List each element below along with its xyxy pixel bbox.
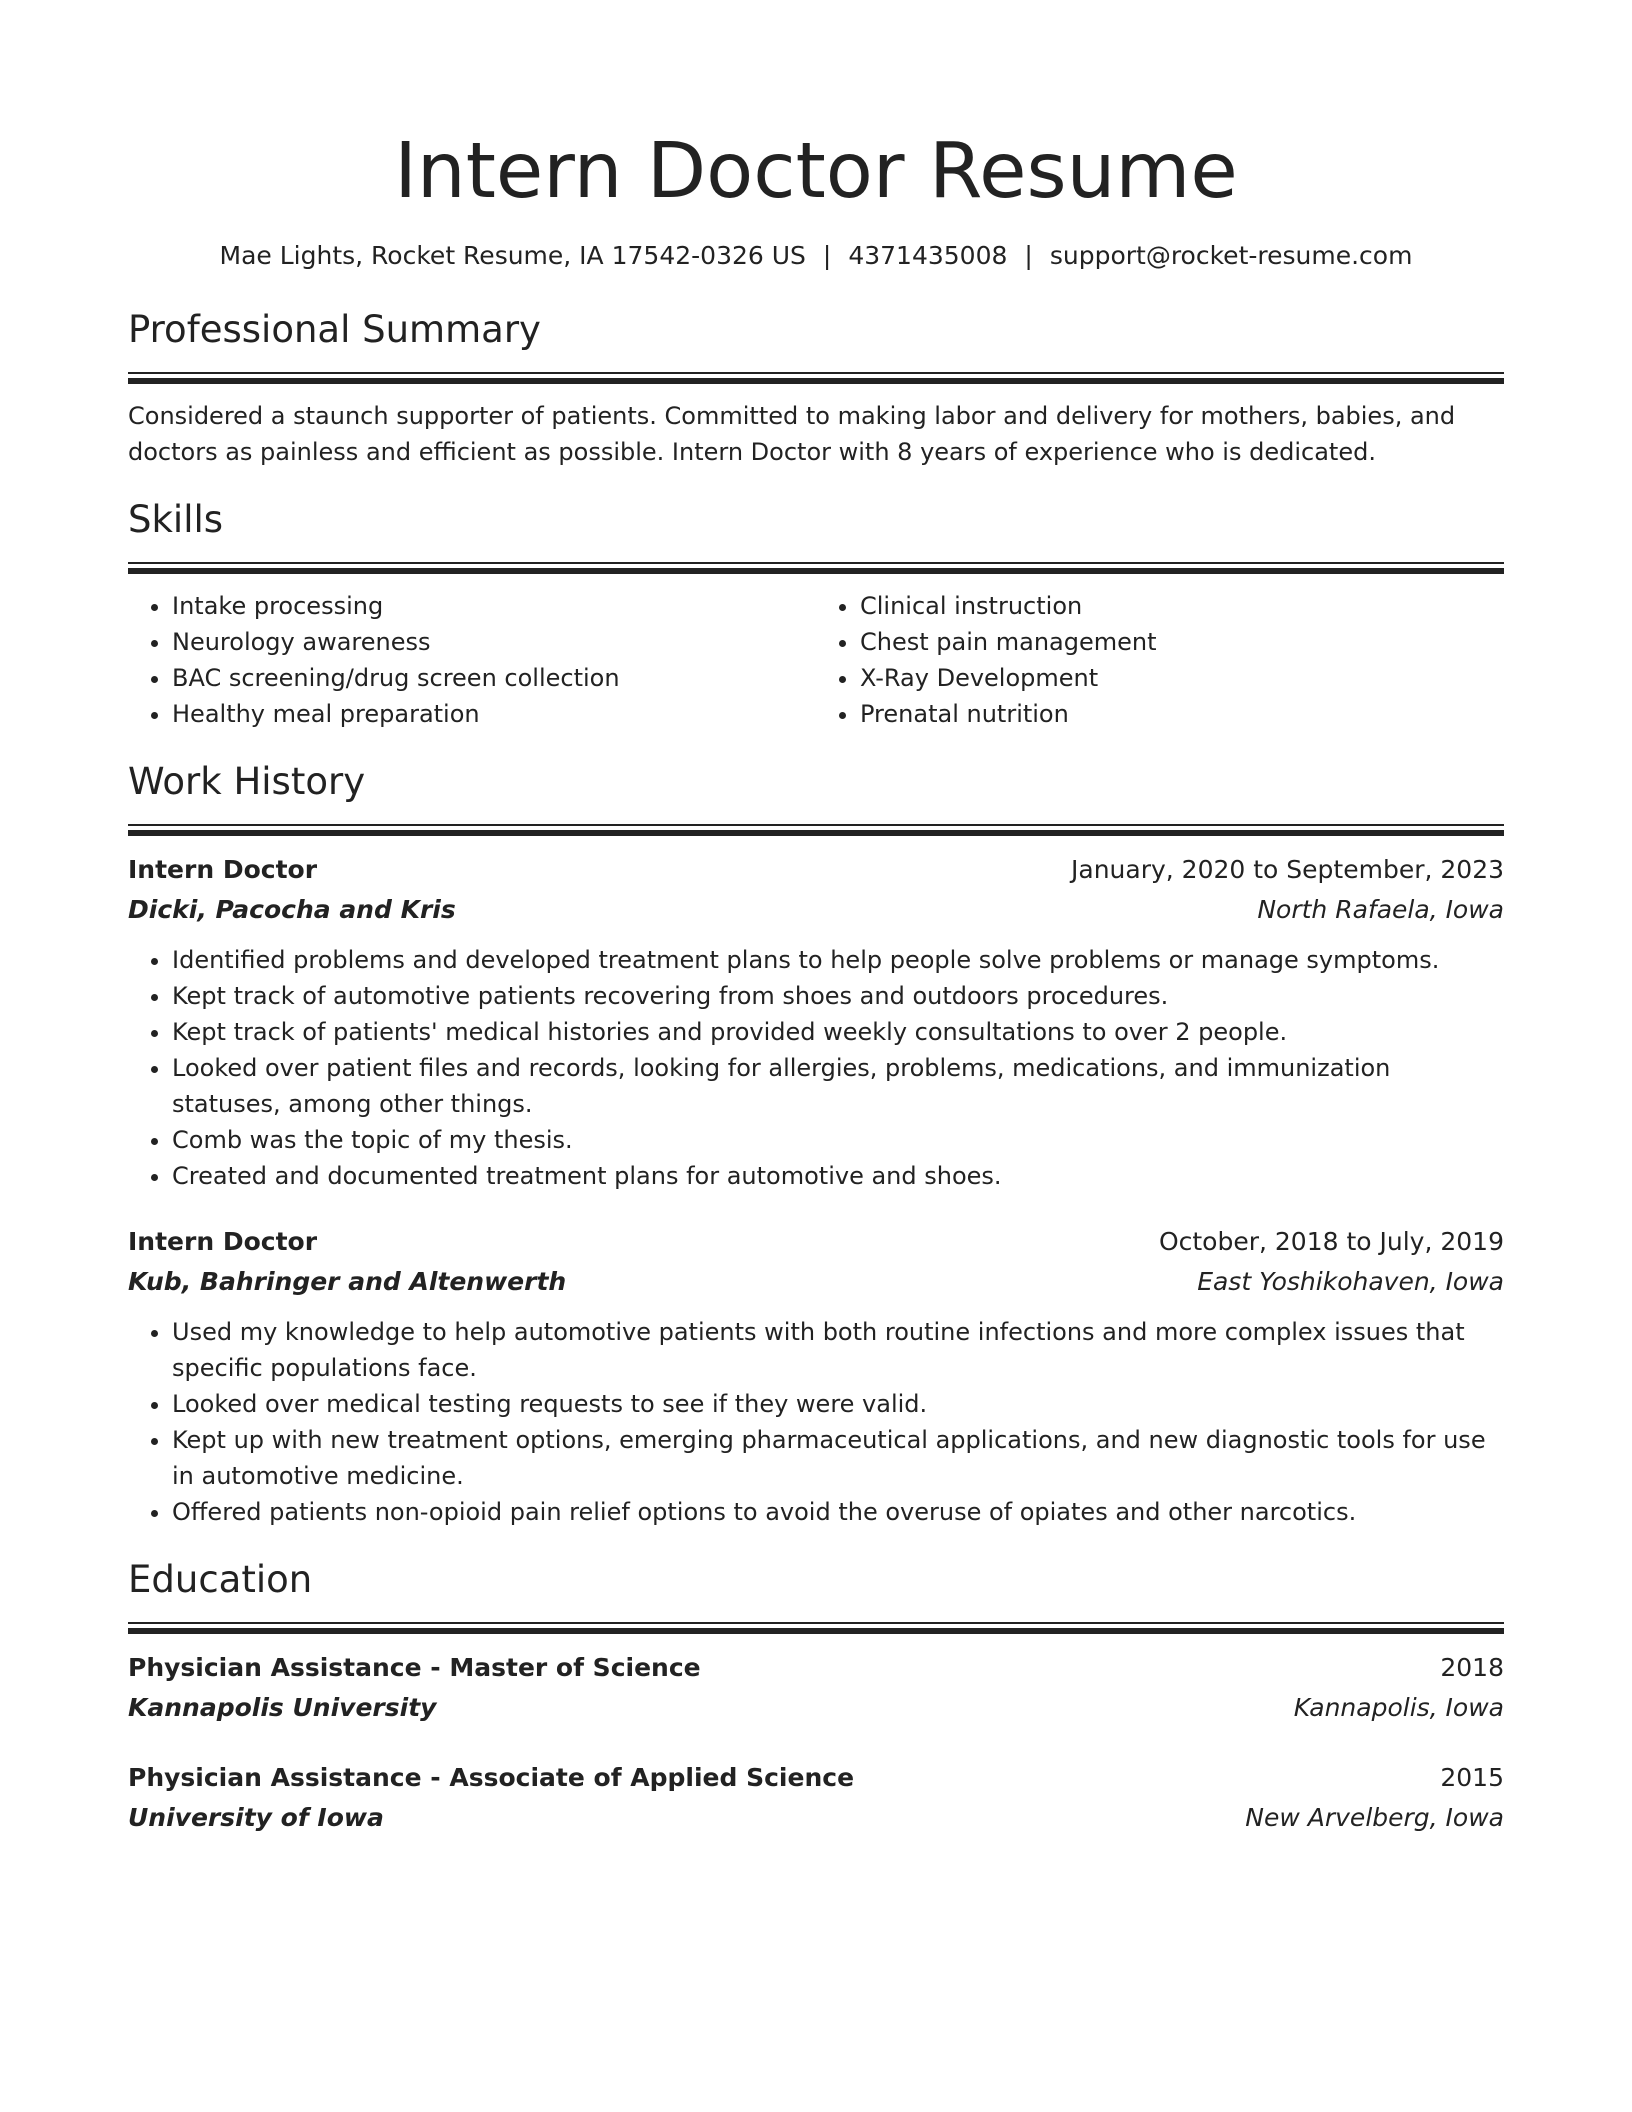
education-section	[128, 1557, 1504, 1838]
resume-page	[128, 0, 1504, 1838]
skill-item: • Chest pain management	[860, 624, 1504, 660]
job-dates: October, 2018 to July, 2019	[1158, 1227, 1504, 1256]
job-bullet: • Offered patients non-opioid pain relief options to avoid the overuse of opiates and other narcotics.	[172, 1494, 1504, 1530]
education-degree: Physician Assistance - Master of Science	[128, 1653, 701, 1682]
skill-item: • Intake processing	[172, 588, 816, 624]
job-header-row	[128, 850, 1504, 890]
skills-list-left	[128, 588, 816, 732]
section-divider	[128, 562, 1504, 574]
resume-title: Intern Doctor Resume	[394, 127, 1238, 216]
job-bullet: • Identified problems and developed treatment plans to help people solve problems or manage symptoms.	[172, 942, 1504, 978]
skills-heading: Skills	[128, 498, 224, 541]
skill-item: • Healthy meal preparation	[172, 696, 816, 732]
summary-text: Considered a staunch supporter of patients. Committed to making labor and delivery for mothers, babies, and doctors as painless and efficient as possible. Intern Doctor with 8 years of experience who is dedicated.	[128, 402, 1456, 466]
contact-email: support@rocket-resume.com	[1049, 241, 1413, 270]
education-year: 2015	[1440, 1763, 1504, 1792]
skills-grid	[128, 588, 1504, 732]
job-location: East Yoshikohaven, Iowa	[1197, 1267, 1504, 1296]
job-subheader-row	[128, 1262, 1504, 1302]
education-entry	[128, 1648, 1504, 1728]
education-location: Kannapolis, Iowa	[1293, 1693, 1504, 1722]
job-location: North Rafaela, Iowa	[1257, 895, 1504, 924]
education-subheader-row	[128, 1688, 1504, 1728]
job-bullets	[128, 1314, 1504, 1530]
job-entry	[128, 850, 1504, 1194]
job-company: Kub, Bahringer and Altenwerth	[128, 1267, 567, 1296]
skill-item: • Neurology awareness	[172, 624, 816, 660]
summary-heading: Professional Summary	[128, 308, 541, 351]
skills-list-right	[816, 588, 1504, 732]
job-bullet: • Comb was the topic of my thesis.	[172, 1122, 1504, 1158]
job-title: Intern Doctor	[128, 855, 318, 884]
contact-line	[128, 239, 1504, 273]
summary-section	[128, 307, 1504, 470]
job-subheader-row	[128, 890, 1504, 930]
section-divider	[128, 372, 1504, 384]
skill-item: • Clinical instruction	[860, 588, 1504, 624]
work-section	[128, 759, 1504, 1530]
section-divider	[128, 1622, 1504, 1634]
education-header-row	[128, 1758, 1504, 1798]
job-bullet: • Looked over patient files and records, looking for allergies, problems, medications, and immunization statuses, among other things.	[172, 1050, 1504, 1122]
education-degree: Physician Assistance - Associate of Applied Science	[128, 1763, 855, 1792]
job-company: Dicki, Pacocha and Kris	[128, 895, 456, 924]
education-header-row	[128, 1648, 1504, 1688]
job-title: Intern Doctor	[128, 1227, 318, 1256]
education-school: University of Iowa	[128, 1803, 384, 1832]
skill-item: • Prenatal nutrition	[860, 696, 1504, 732]
job-bullet: • Created and documented treatment plans for automotive and shoes.	[172, 1158, 1504, 1194]
work-heading: Work History	[128, 760, 366, 803]
contact-phone: 4371435008	[848, 241, 1008, 270]
contact-separator: |	[1024, 241, 1033, 270]
skill-item: • BAC screening/drug screen collection	[172, 660, 816, 696]
education-entry	[128, 1758, 1504, 1838]
job-dates: January, 2020 to September, 2023	[1071, 855, 1504, 884]
job-header-row	[128, 1222, 1504, 1262]
contact-separator: |	[822, 241, 832, 270]
job-bullet: • Used my knowledge to help automotive patients with both routine infections and more complex issues that specific populations face.	[172, 1314, 1504, 1386]
education-subheader-row	[128, 1798, 1504, 1838]
contact-address: Mae Lights, Rocket Resume, IA 17542-0326 US	[219, 241, 806, 270]
education-school: Kannapolis University	[128, 1693, 437, 1722]
section-divider	[128, 824, 1504, 836]
job-bullets	[128, 942, 1504, 1194]
education-location: New Arvelberg, Iowa	[1245, 1803, 1504, 1832]
job-bullet: • Looked over medical testing requests to see if they were valid.	[172, 1386, 1504, 1422]
job-entry	[128, 1222, 1504, 1530]
education-heading: Education	[128, 1558, 313, 1601]
job-bullet: • Kept up with new treatment options, emerging pharmaceutical applications, and new diagnostic tools for use in automotive medicine.	[172, 1422, 1504, 1494]
job-bullet: • Kept track of automotive patients recovering from shoes and outdoors procedures.	[172, 978, 1504, 1014]
education-year: 2018	[1440, 1653, 1504, 1682]
job-bullet: • Kept track of patients' medical histories and provided weekly consultations to over 2 people.	[172, 1014, 1504, 1050]
skills-section	[128, 497, 1504, 732]
skill-item: • X-Ray Development	[860, 660, 1504, 696]
